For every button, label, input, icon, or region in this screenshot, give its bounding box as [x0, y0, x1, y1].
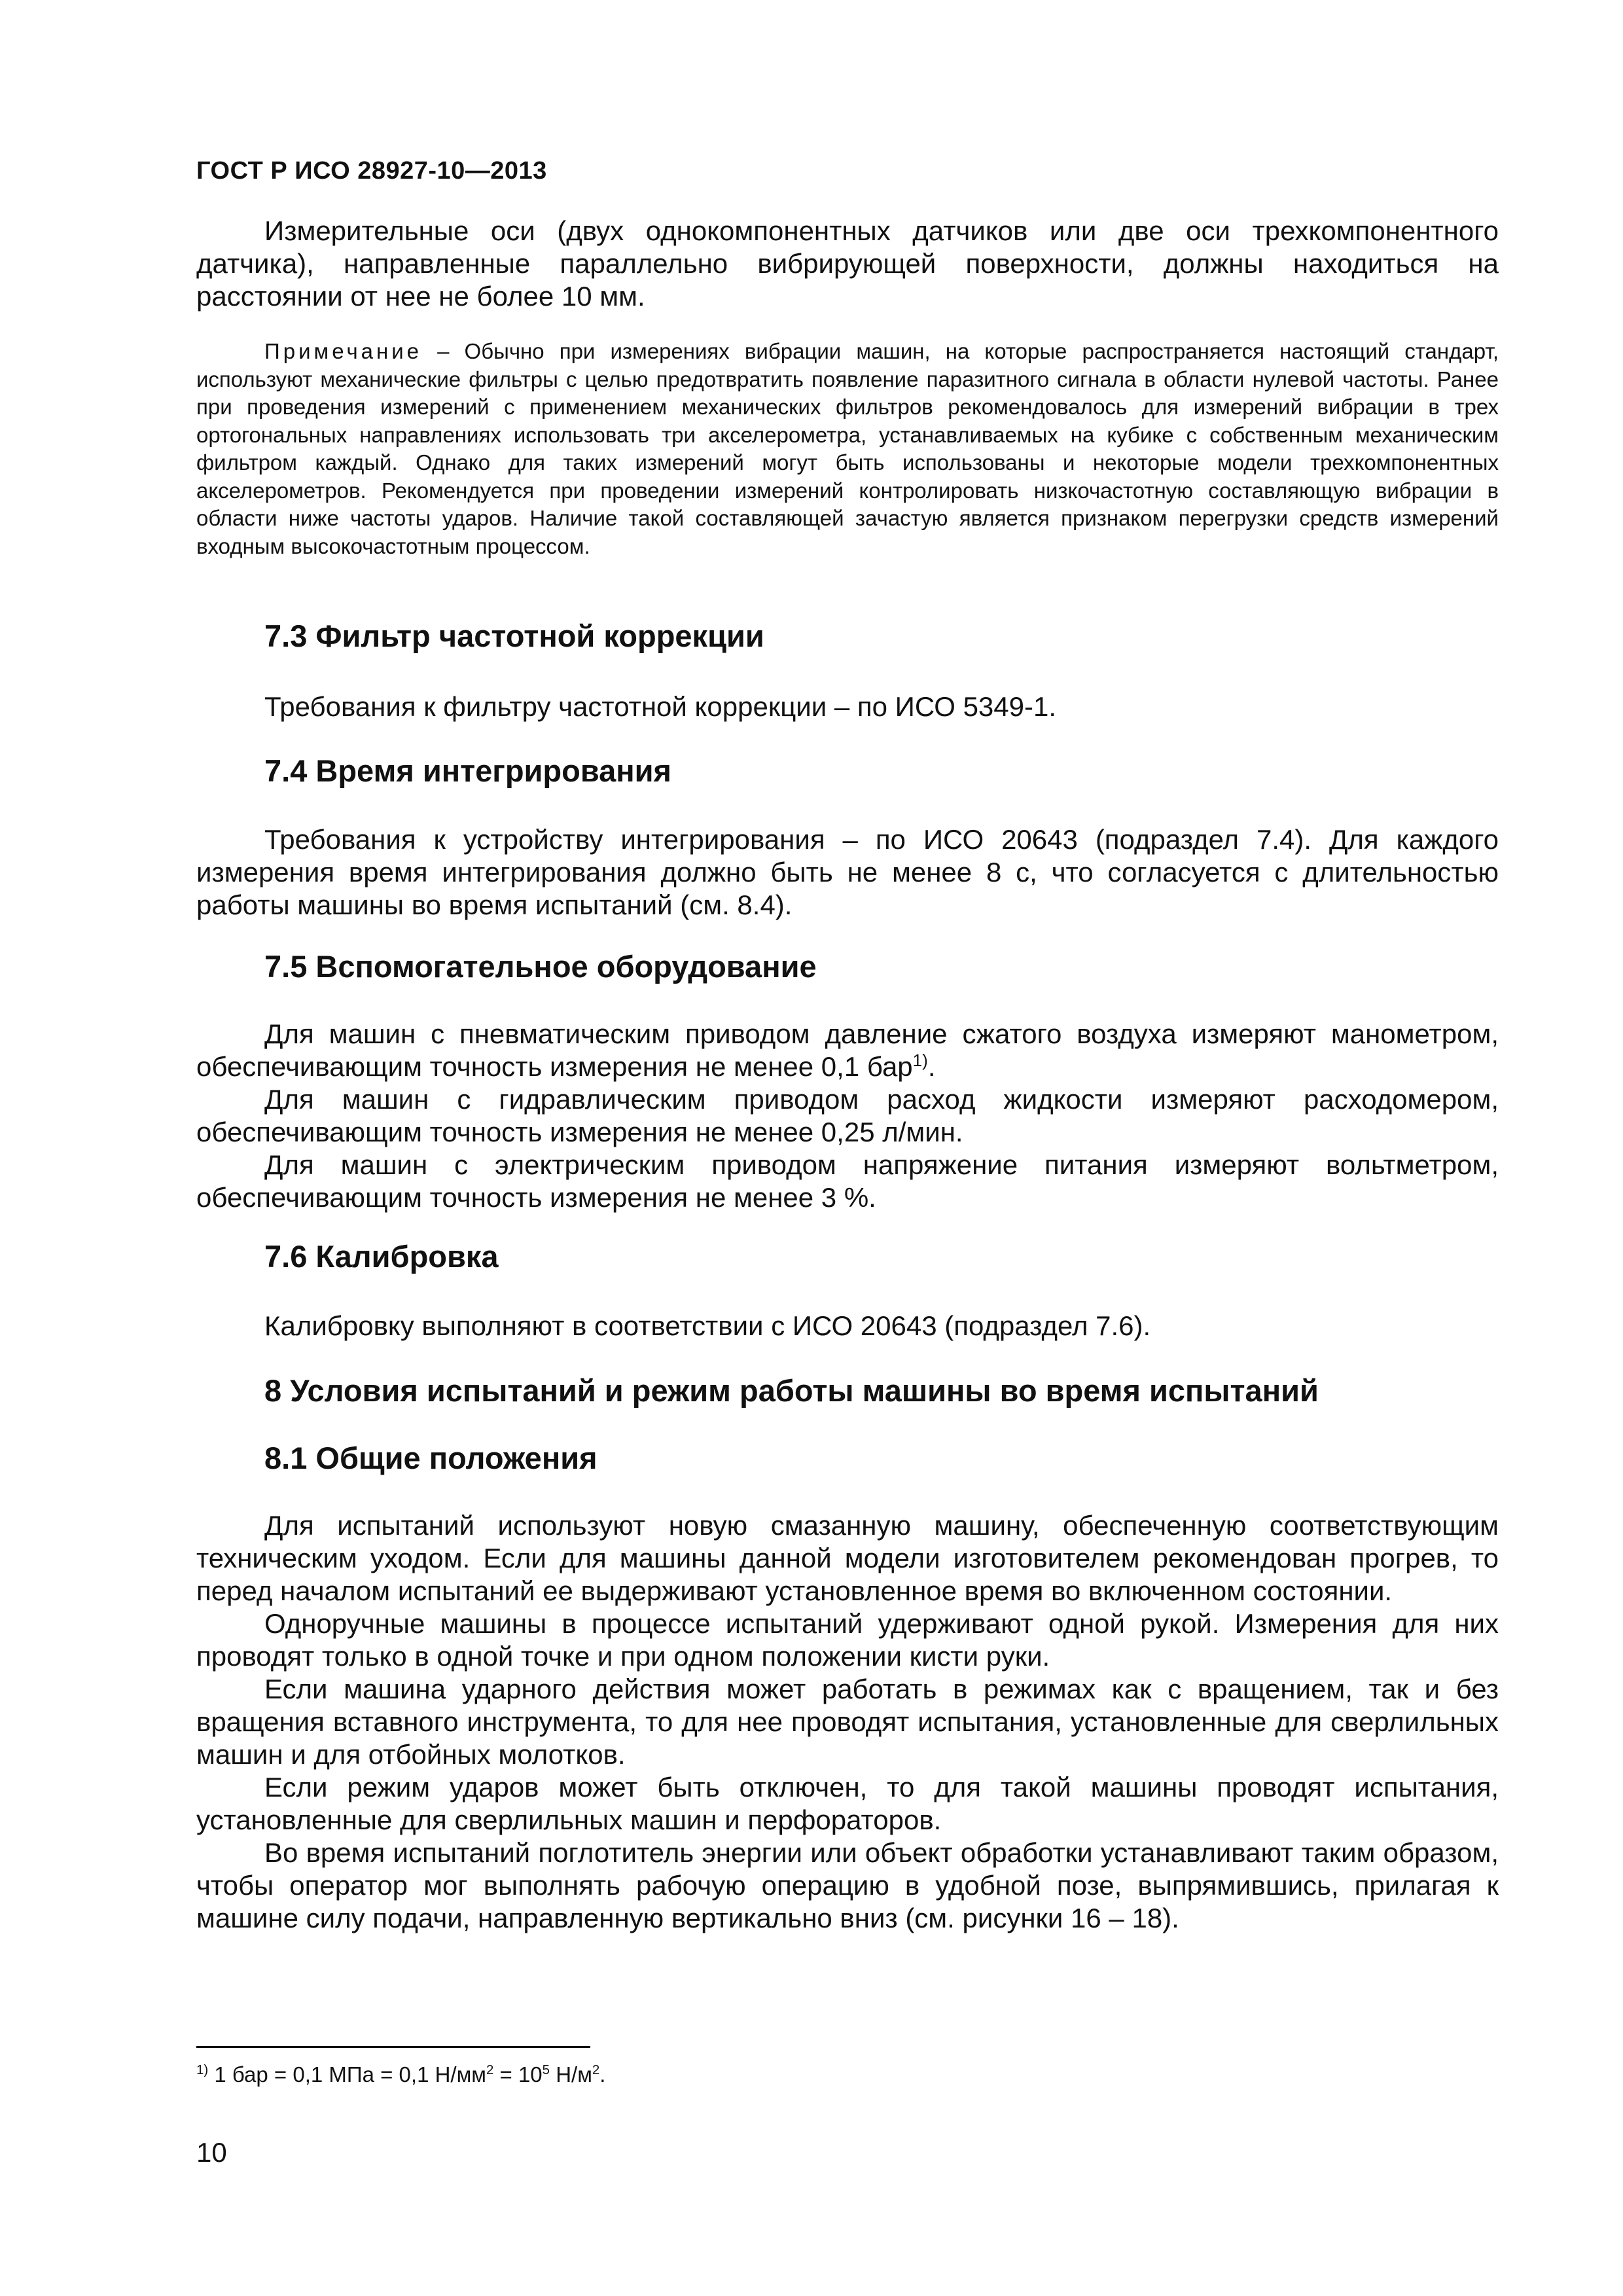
footnote-text-3: Н/м: [550, 2062, 592, 2087]
document-header: ГОСТ Р ИСО 28927-10—2013: [196, 157, 547, 185]
note-text: – Обычно при измерениях вибрации машин, на которые распространяется настоящий стандарт, используют механические фильтры с целью предотвратить появление паразитного сигнала в области нулевой частоты. Ранее при проведения измерений с применением механических фильтров рекомендовалось для измерений вибрации в трех ортогональных направлениях использовать три акселерометра, устанавливаемых на кубике с собственным механическим фильтром каждый. Однако для таких измерений могут быть использованы и некоторые модели трехкомпонентных акселерометров. Рекомендуется при проведении измерений контролировать низкочастотную составляющую вибрации в области ниже частоты ударов. Наличие такой составляющей зачастую является признаком перегрузки средств измерений входным высокочастотным процессом.: [196, 339, 1499, 558]
footnote-text-4: .: [599, 2062, 606, 2087]
section-7-5-p1-text: Для машин с пневматическим приводом давление сжатого воздуха измеряют манометром, обеспечивающим точность измерения не менее 0,1 бар: [196, 1018, 1499, 1082]
footnote-text-2: = 10: [493, 2062, 543, 2087]
footnote-text-1: 1 бар = 0,1 МПа = 0,1 Н/мм: [208, 2062, 486, 2087]
section-8-1-paragraph-4: Если режим ударов может быть отключен, то для такой машины проводят испытания, установленные для сверлильных машин и перфораторов.: [196, 1772, 1499, 1835]
footnote-sup-2: 5: [542, 2062, 550, 2077]
section-7-5-paragraph-1: [196, 1018, 1499, 1083]
note-paragraph: [196, 338, 1499, 560]
section-8-1-paragraph-2: Одноручные машины в процессе испытаний удерживают одной рукой. Измерения для них проводят только в одной точке и при одном положении кисти руки.: [196, 1608, 1499, 1672]
footnote-divider: [196, 2046, 590, 2048]
section-7-5-heading: 7.5 Вспомогательное оборудование: [264, 949, 817, 984]
section-8-1-paragraph-1: Для испытаний используют новую смазанную машину, обеспеченную соответствующим техническим уходом. Если для машины данной модели изготовителем рекомендован прогрев, то перед началом испытаний ее выдерживают установленное время во включенном состоянии.: [196, 1510, 1499, 1606]
section-8-heading: 8 Условия испытаний и режим работы машины во время испытаний: [264, 1373, 1319, 1408]
footnote-sup-1: 2: [486, 2062, 494, 2077]
section-8-1-paragraph-5: Во время испытаний поглотитель энергии или объект обработки устанавливают таким образом, чтобы оператор мог выполнять рабочую операцию в удобной позе, выпрямившись, прилагая к машине силу подачи, направленную вертикально вниз (см. рисунки 16 – 18).: [196, 1837, 1499, 1933]
footnote-reference: 1): [912, 1050, 928, 1070]
section-7-5-paragraph-3: Для машин с электрическим приводом напряжение питания измеряют вольтметром, обеспечивающим точность измерения не менее 3 %.: [196, 1149, 1499, 1213]
section-7-5-p1-end: .: [927, 1051, 936, 1082]
footnote: [196, 2062, 605, 2088]
section-7-6-heading: 7.6 Калибровка: [264, 1239, 499, 1274]
note-label: Примечание: [264, 339, 423, 363]
section-7-5-paragraph-2: Для машин с гидравлическим приводом расход жидкости измеряют расходомером, обеспечивающим точность измерения не менее 0,25 л/мин.: [196, 1084, 1499, 1147]
footnote-sup-3: 2: [592, 2062, 600, 2077]
section-7-3-text: Требования к фильтру частотной коррекции – по ИСО 5349-1.: [264, 691, 1057, 722]
section-7-6-text: Калибровку выполняют в соответствии с ИСО 20643 (подраздел 7.6).: [264, 1310, 1151, 1341]
section-7-3-heading: 7.3 Фильтр частотной коррекции: [264, 619, 764, 653]
section-8-1-heading: 8.1 Общие положения: [264, 1441, 597, 1475]
section-7-4-heading: 7.4 Время интегрирования: [264, 753, 671, 788]
section-8-1-paragraph-3: Если машина ударного действия может работать в режимах как с вращением, так и без вращения вставного инструмента, то для нее проводят испытания, установленные для сверлильных машин и для отбойных молотков.: [196, 1674, 1499, 1770]
page-number: 10: [196, 2137, 227, 2168]
section-7-4-text: Требования к устройству интегрирования – по ИСО 20643 (подраздел 7.4). Для каждого измерения время интегрирования должно быть не менее 8 с, что согласуется с длительностью работы машины во время испытаний (см. 8.4).: [196, 824, 1499, 920]
intro-paragraph: Измерительные оси (двух однокомпонентных датчиков или две оси трехкомпонентного датчика), направленные параллельно вибрирующей поверхности, должны находиться на расстоянии от нее не более 10 мм.: [196, 215, 1499, 312]
footnote-marker: 1): [196, 2062, 209, 2077]
